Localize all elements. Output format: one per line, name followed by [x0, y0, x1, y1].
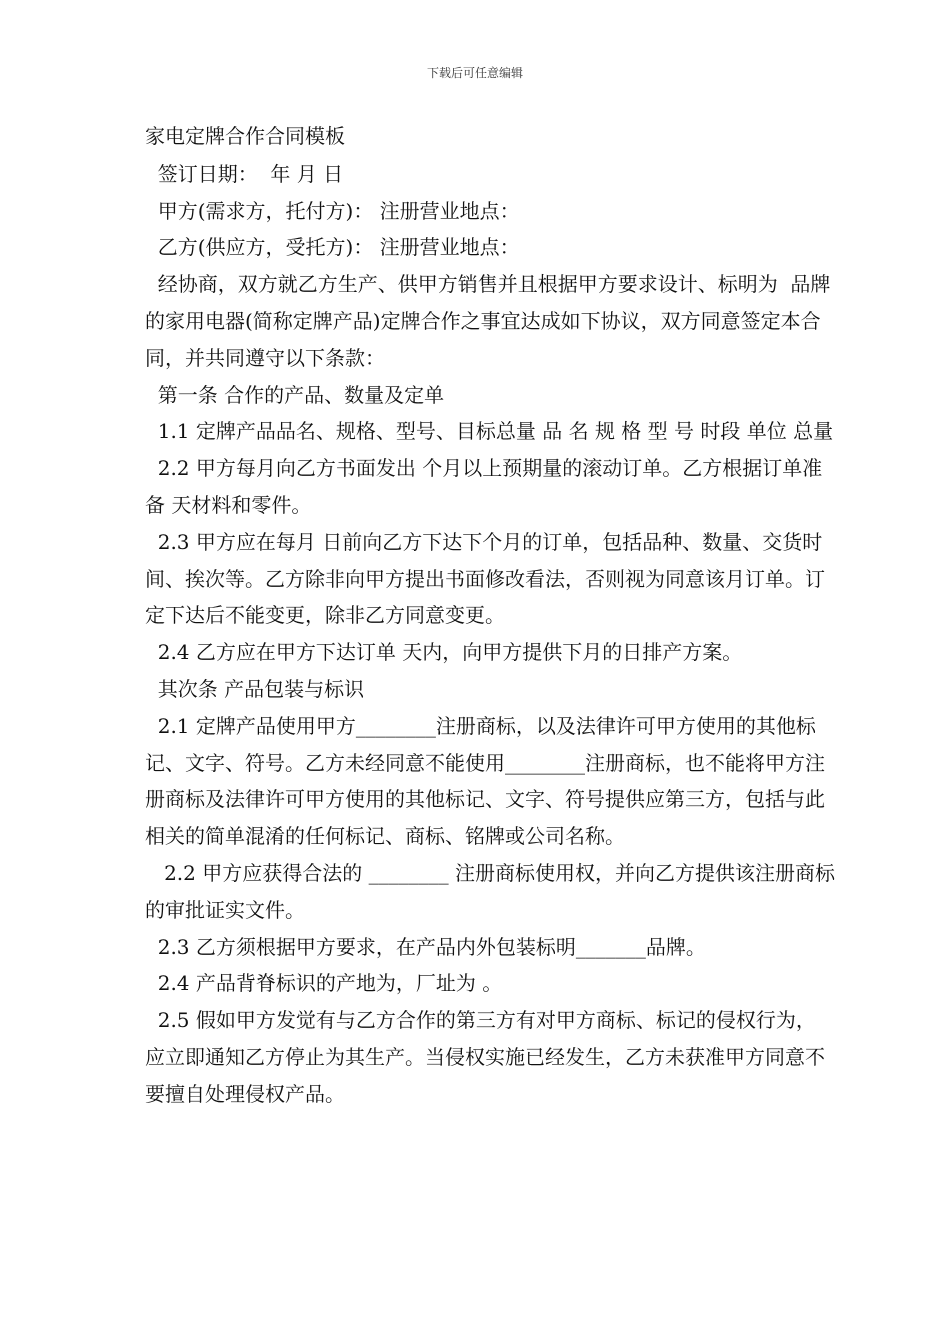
clause-2-4-schedule: 2.4 乙方应在甲方下达订单 天内，向甲方提供下月的日排产方案。: [145, 640, 743, 665]
clause-2-4-origin: 2.4 产品背脊标识的产地为，厂址为 。: [145, 971, 503, 996]
clause-2-5-infringement: 2.5 假如甲方发觉有与乙方合作的第三方有对甲方商标、标记的侵权行为，应立即通知乙方停止为其生产。当侵权实施已经发生，乙方未获准甲方同意不要擅自处理侵权产品。: [145, 1008, 825, 1106]
clause-2-3-packaging: 2.3 乙方须根据甲方要求，在产品内外包装标明_______品牌。: [145, 934, 706, 959]
document-body: [145, 118, 835, 1113]
clause-2-2-orders: 2.2 甲方每月向乙方书面发出 个月以上预期量的滚动订单。乙方根据订单准备 天材料和零件。: [145, 456, 823, 517]
page-header: 下载后可任意编辑: [426, 66, 523, 80]
clause-2-3-orders: 2.3 甲方应在每月 日前向乙方下达下个月的订单，包括品种、数量、交货时间、挨次等。乙方除非向甲方提出书面修改看法，否则视为同意该月订单。订定下达后不能变更，除非乙方同意变更。: [145, 529, 825, 628]
preamble: 经协商，双方就乙方生产、供甲方销售并且根据甲方要求设计、标明为 品牌的家用电器(简称定牌产品)定牌合作之事宜达成如下协议，双方同意签定本合同，并共同遵守以下条款：: [145, 272, 831, 370]
clause-1-1: 1.1 定牌产品品名、规格、型号、目标总量 品 名 规 格 型 号 时段 单位 总量: [145, 419, 834, 444]
clause-2-2-trademark: 2.2 甲方应获得合法的 ________ 注册商标使用权，并向乙方提供该注册商标的审批证实文件。: [145, 860, 835, 922]
party-b: 乙方(供应方，受托方)： 注册营业地点：: [145, 235, 520, 260]
article-1-heading: 第一条 合作的产品、数量及定单: [145, 382, 445, 407]
signing-date: 签订日期： 年 月 日: [145, 161, 344, 186]
party-a: 甲方(需求方，托付方)： 注册营业地点：: [145, 198, 520, 223]
clause-2-1-trademark: 2.1 定牌产品使用甲方________注册商标，以及法律许可甲方使用的其他标记、文字、符号。乙方未经同意不能使用________注册商标，也不能将甲方注册商标及法律许可甲方使用的其他标记、文字、符号提供应第三方，包括与此相关的简单混淆的任何标记、商标、铭牌或公司名称。: [145, 713, 825, 849]
article-2-heading: 其次条 产品包装与标识: [145, 676, 365, 701]
document-title: 家电定牌合作合同模板: [145, 124, 345, 148]
